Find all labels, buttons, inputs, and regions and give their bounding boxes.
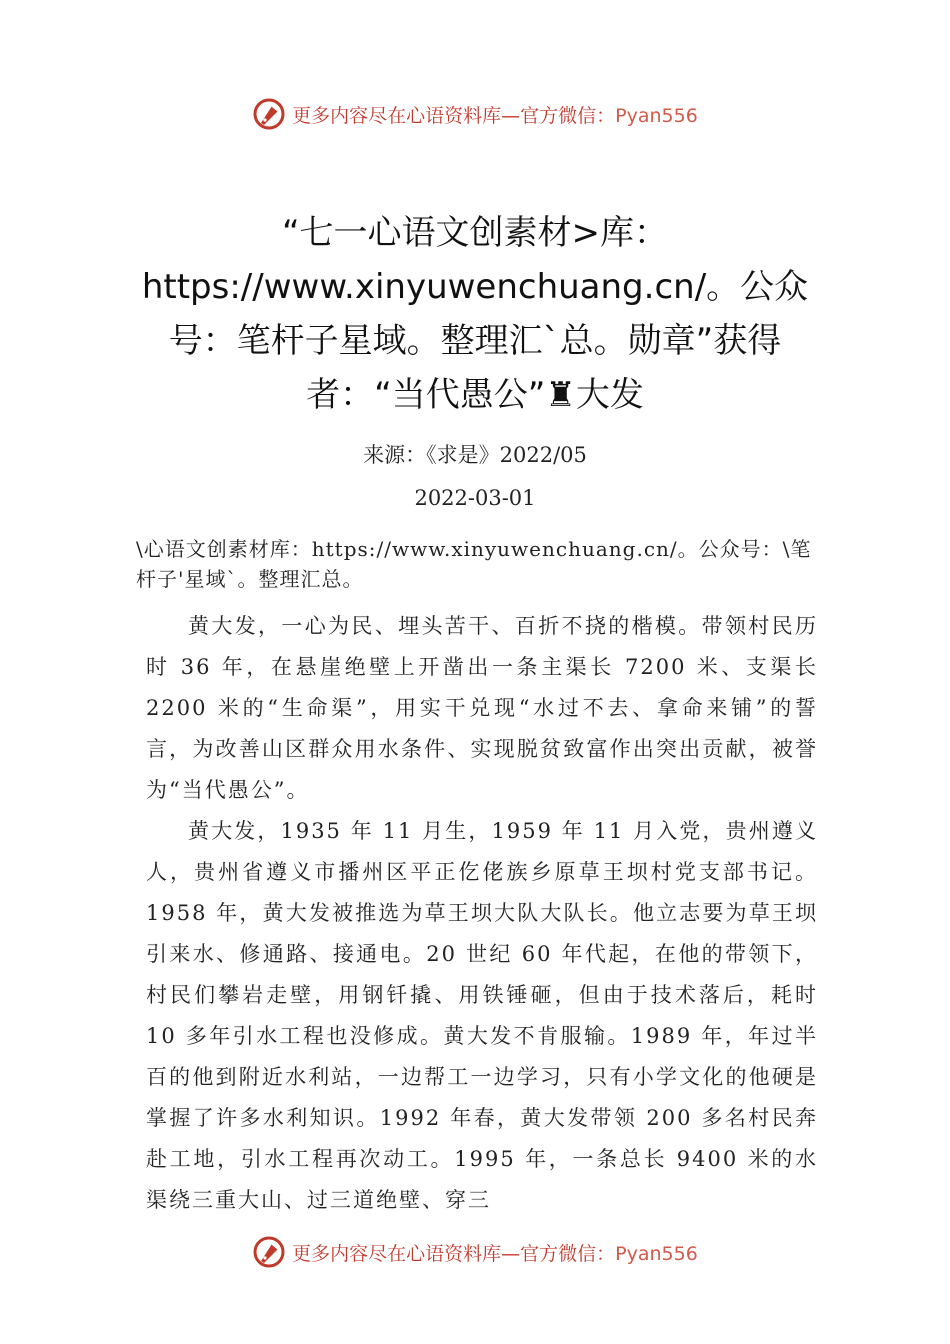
- footer-banner: [0, 1232, 950, 1272]
- source-note: \心语文创素材库：https://www.xinyuwenchuang.cn/。公众号：\笔杆子'星域`。整理汇总。: [136, 537, 812, 591]
- banner-text: [292, 101, 698, 128]
- banner-label: 更多内容尽在心语资料库—官方微信：: [292, 104, 616, 127]
- paragraph-2: 黄大发，1935 年 11 月生，1959 年 11 月入党，贵州遵义人，贵州省遵义市播州区平正仡佬族乡原草王坝村党支部书记。1958 年，黄大发被推选为草王坝大队大队长。他立志要为草王坝引来水、修通路、接通电。20 世纪 60 年代起，在他的带领下，村民们攀岩走壁，用钢钎撬、用铁锤砸，但由于技术落后，耗时 10 多年引水工程也没修成。黄大发不肯服输。1989 年，年过半百的他到附近水利站，一边帮工一边学习，只有小学文化的他硬是掌握了许多水利知识。1992 年春，黄大发带领 200 多名村民奔赴工地，引水工程再次动工。1995 年，一条总长 9400 米的水渠绕三重大山、过三道绝壁、穿三: [146, 819, 818, 1212]
- header-banner: [0, 94, 950, 134]
- article-body: [146, 606, 818, 1221]
- publish-date: 2022-03-01: [414, 486, 536, 510]
- paragraph-1: 黄大发，一心为民、埋头苦干、百折不挠的楷模。带领村民历时 36 年，在悬崖绝壁上开凿出一条主渠长 7200 米、支渠长 2200 米的“生命渠”，用实干兑现“水过不去、拿命来铺”的誓言，为改善山区群众用水条件、实现脱贫致富作出突出贡献，被誉为“当代愚公”。: [146, 614, 818, 802]
- banner-text: [292, 1239, 698, 1266]
- wechat-handle: Pyan556: [615, 1242, 698, 1265]
- banner-label: 更多内容尽在心语资料库—官方微信：: [292, 1242, 616, 1265]
- source-line: 来源：《求是》2022/05: [363, 443, 587, 467]
- document-title: “七一心语文创素材>库：https://www.xinyuwenchuang.cn/。公众号：笔杆子星域。整理汇`总。勋章”获得者：“当代愚公”♜大发: [141, 213, 809, 415]
- pen-nib-logo-icon: [252, 97, 286, 131]
- pen-nib-logo-icon: [252, 1235, 286, 1269]
- wechat-handle: Pyan556: [615, 104, 698, 127]
